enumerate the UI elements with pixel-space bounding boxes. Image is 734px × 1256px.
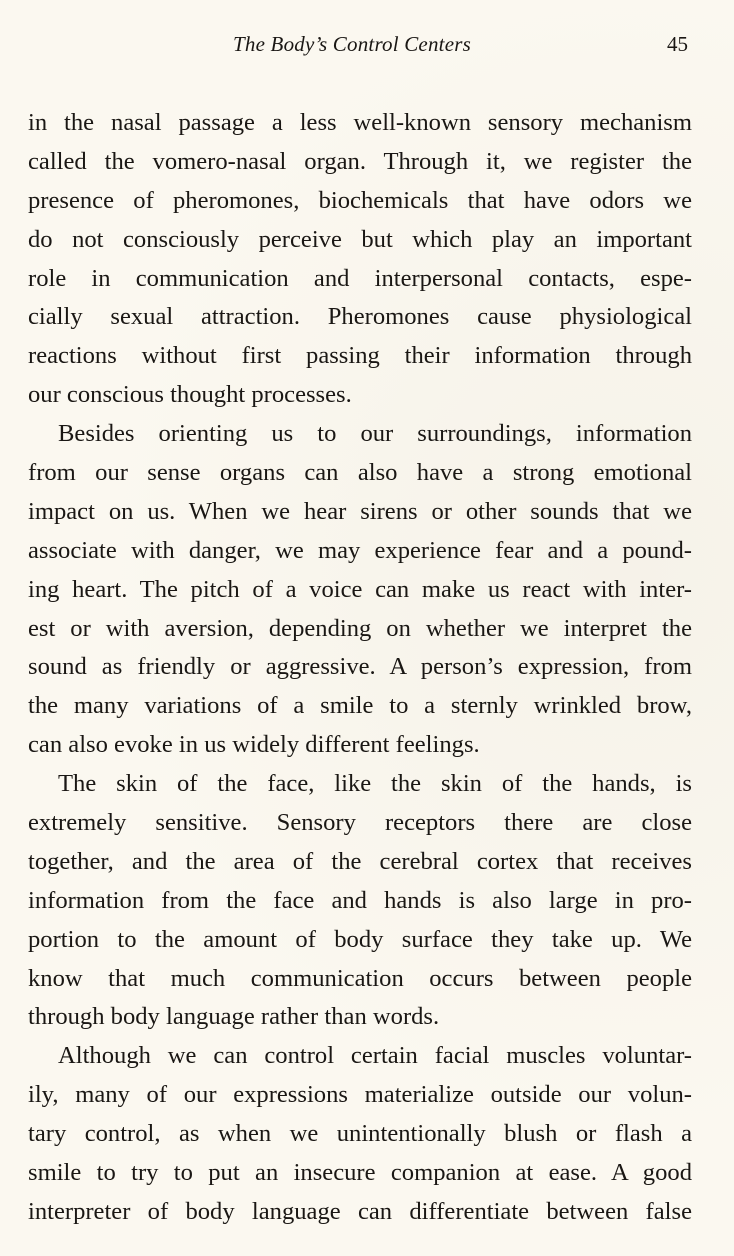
text-line: The skin of the face, like the skin of the hands, is: [58, 770, 692, 798]
text-line: ily, many of our expressions materialize outside our volun-: [28, 1081, 692, 1109]
text-line: together, and the area of the cerebral cortex that receives: [28, 847, 692, 875]
text-line: in the nasal passage a less well-known sensory mechanism: [28, 109, 692, 136]
text-line: extremely sensitive. Sensory receptors there are close: [28, 809, 692, 837]
text-line: cially sexual attraction. Pheromones cause physiological: [28, 303, 692, 331]
paragraph-4: [28, 1037, 692, 1231]
text-line: reactions without first passing their information through: [28, 342, 692, 370]
text-line: sound as friendly or aggressive. A person’s expression, from: [28, 653, 692, 681]
text-line: tary control, as when we unintentionally blush or flash a: [28, 1120, 692, 1148]
text-line: ing heart. The pitch of a voice can make us react with inter-: [28, 575, 692, 603]
text-line: do not consciously perceive but which play an important: [28, 225, 692, 253]
text-line: impact on us. When we hear sirens or other sounds that we: [28, 497, 692, 525]
text-line: from our sense organs can also have a strong emotional: [28, 459, 692, 487]
text-line: Besides orienting us to our surroundings, information: [58, 420, 692, 448]
text-line: interpreter of body language can differentiate between false: [28, 1197, 692, 1225]
paragraph-3: [28, 765, 692, 1037]
paragraph-2: [28, 415, 692, 765]
text-line: can also evoke in us widely different feelings.: [28, 731, 480, 759]
text-line: called the vomero-nasal organ. Through it, we register the: [28, 147, 692, 175]
text-line: our conscious thought processes.: [28, 381, 352, 409]
text-line: information from the face and hands is also large in pro-: [28, 886, 692, 914]
text-line: know that much communication occurs between people: [28, 964, 692, 992]
text-line: through body language rather than words.: [28, 1003, 440, 1031]
page-number: 45: [667, 32, 688, 56]
text-line: Although we can control certain facial muscles voluntar-: [58, 1042, 692, 1070]
text-line: presence of pheromones, biochemicals that have odors we: [28, 186, 692, 214]
text-line: the many variations of a smile to a sternly wrinkled brow,: [28, 692, 692, 720]
text-line: est or with aversion, depending on whether we interpret the: [28, 614, 692, 642]
body-text: [28, 104, 692, 1232]
text-line: role in communication and interpersonal contacts, espe-: [28, 264, 692, 292]
paragraph-1: [28, 104, 692, 415]
running-title: The Body’s Control Centers: [233, 32, 471, 56]
text-line: portion to the amount of body surface they take up. We: [28, 925, 692, 953]
running-head: [0, 30, 734, 62]
text-line: associate with danger, we may experience fear and a pound-: [28, 536, 692, 564]
text-line: smile to try to put an insecure companion at ease. A good: [28, 1159, 692, 1187]
